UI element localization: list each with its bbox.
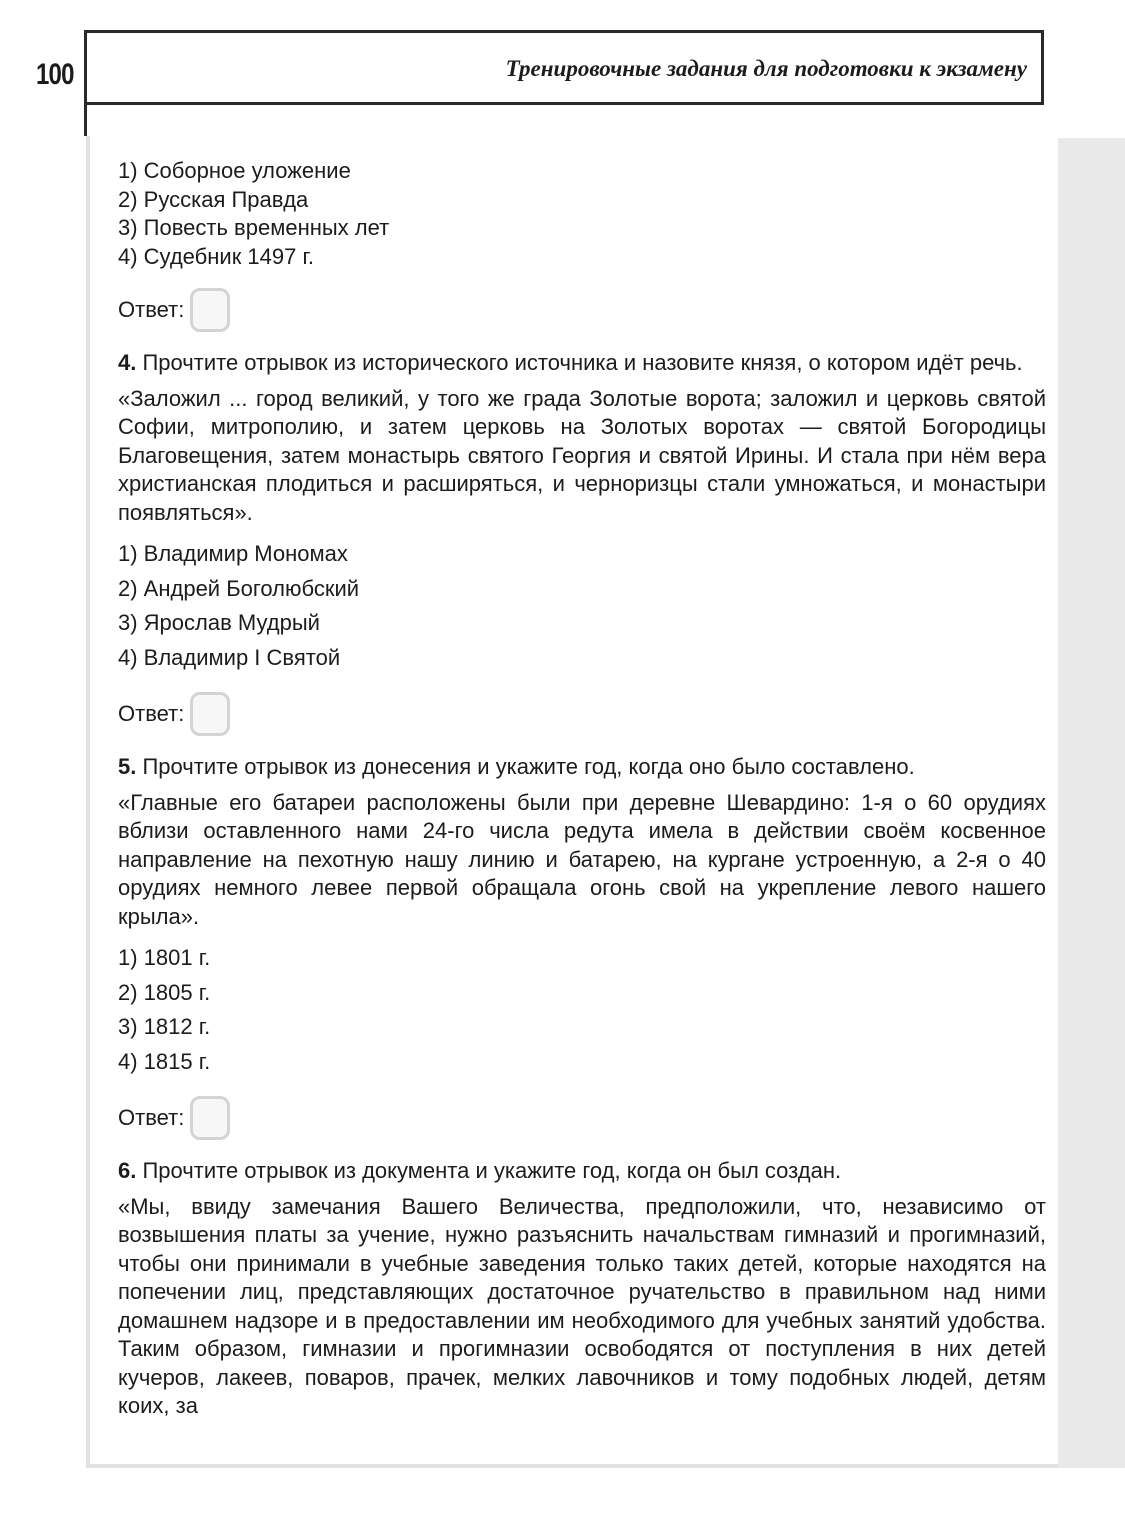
task-question-text: Прочтите отрывок из исторического источника и назовите князя, о котором идёт речь. — [142, 350, 1023, 375]
option-item: 4) 1815 г. — [118, 1048, 211, 1074]
task-options — [118, 941, 1046, 1079]
answer-box[interactable] — [190, 288, 230, 332]
task-5 — [118, 753, 1046, 1143]
answer-label: Ответ: — [118, 1104, 185, 1130]
task-question — [118, 1157, 1046, 1186]
answer-label: Ответ: — [118, 700, 185, 726]
option-item: 2) 1805 г. — [118, 979, 211, 1005]
task-question — [118, 349, 1046, 378]
option-item: 3) Повесть временных лет — [118, 215, 390, 240]
option-item: 3) 1812 г. — [118, 1014, 211, 1039]
task-options — [118, 537, 1046, 675]
task-quote: «Мы, ввиду замечания Вашего Величества, предположили, что, независимо от возвышения платы за учение, нужно разъяснить начальствам гимназий и прогимназий, чтобы они принимали в учебные заведения только таких детей, которые находятся на попечении лиц, представляющих достаточное ручательство в правильном над ними домашнем надзоре и в предоставлении им необходимого для учебных занятий удобства. Таким образом, гимназии и прогимназии освободятся от поступления в них детей кучеров, лакеев, поваров, прачек, мелких лавочников и тому подобных людей, детям коих, за — [118, 1193, 1046, 1418]
page-margin-shade — [1058, 138, 1125, 1468]
answer-label: Ответ: — [118, 296, 185, 322]
content — [118, 157, 1046, 1421]
task-number: 5. — [118, 754, 137, 779]
task-6 — [118, 1157, 1046, 1421]
answer-row — [118, 1093, 1046, 1143]
option-item: 1) Соборное уложение — [118, 158, 351, 183]
task-question-text: Прочтите отрывок из донесения и укажите год, когда оно было составлено. — [142, 754, 915, 779]
option-item: 1) Владимир Мономах — [118, 541, 348, 566]
answer-row — [118, 689, 1046, 739]
task-question-text: Прочтите отрывок из документа и укажите год, когда он был создан. — [142, 1158, 842, 1183]
answer-row — [118, 285, 1046, 335]
option-item: 4) Судебник 1497 г. — [118, 243, 314, 269]
option-item: 1) 1801 г. — [118, 945, 211, 970]
task-number: 6. — [118, 1158, 137, 1183]
task-number: 4. — [118, 350, 137, 375]
option-item: 2) Русская Правда — [118, 186, 309, 212]
answer-box[interactable] — [190, 692, 230, 736]
option-item: 4) Владимир I Святой — [118, 644, 341, 670]
task-quote: «Главные его батареи расположены были при деревне Шевардино: 1-я о 60 орудиях вблизи оставленного нами 24-го числа редута имела в действии своём косвенное направление на пехотную нашу линию и батарею, на кургане устроенную, а 2-я о 40 орудиях немного левее первой обращала огонь свой на укрепление левого нашего крыла». — [118, 789, 1046, 929]
option-item: 3) Ярослав Мудрый — [118, 610, 320, 635]
header-divider — [84, 104, 87, 136]
option-item: 2) Андрей Боголюбский — [118, 575, 360, 601]
answer-box[interactable] — [190, 1096, 230, 1140]
page-number: 100 — [36, 58, 74, 91]
task-4 — [118, 349, 1046, 739]
running-header-title: Тренировочные задания для подготовки к экзамену — [505, 56, 1027, 81]
task-quote: «Заложил ... город великий, у того же града Золотые ворота; заложил и церковь святой Софии, митрополию, и затем церковь на Золотых воротах — святой Богородицы Благовещения, затем монастырь святого Георгия и святой Ирины. И стала при нём вера христианская плодиться и расширяться, и черноризцы стали умножаться, и монастыри появляться». — [118, 385, 1046, 525]
task-question — [118, 753, 1046, 782]
previous-task-options — [118, 157, 1046, 271]
